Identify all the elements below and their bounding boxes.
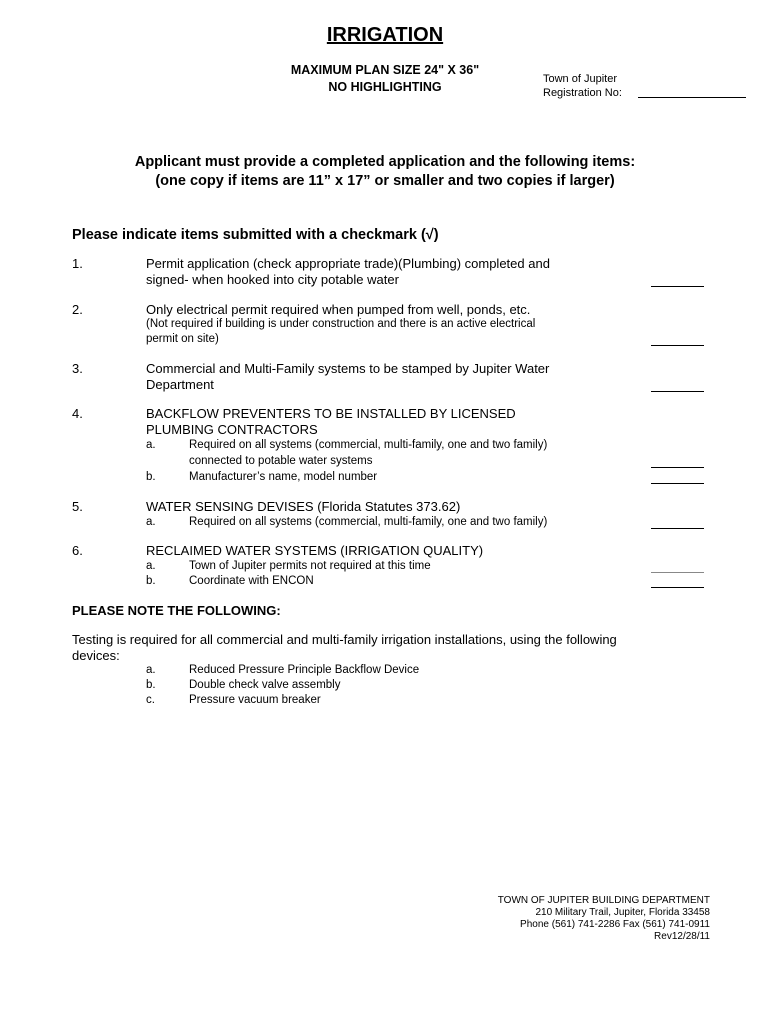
footer-address: 210 Military Trail, Jupiter, Florida 33458 bbox=[535, 907, 710, 918]
plan-size-note: MAXIMUM PLAN SIZE 24" X 36" bbox=[290, 63, 480, 77]
footer-phone: Phone (561) 741-2286 Fax (561) 741-0911 bbox=[520, 919, 710, 930]
sub-item-text: Manufacturer’s name, model number bbox=[189, 471, 378, 483]
item-number: 2. bbox=[72, 302, 83, 317]
item-number: 4. bbox=[72, 406, 83, 421]
item-text: PLUMBING CONTRACTORS bbox=[146, 422, 318, 437]
device-letter: b. bbox=[146, 679, 156, 691]
item-note: (Not required if building is under construction and there is an active electrical bbox=[146, 318, 536, 330]
item-number: 1. bbox=[72, 256, 83, 271]
checkmark-blank[interactable] bbox=[651, 467, 704, 468]
sub-item-letter: a. bbox=[146, 516, 156, 528]
note-heading: PLEASE NOTE THE FOLLOWING: bbox=[72, 603, 281, 618]
item-number: 6. bbox=[72, 543, 83, 558]
device-letter: a. bbox=[146, 664, 156, 676]
town-label: Town of Jupiter bbox=[543, 73, 617, 85]
device-item: Double check valve assembly bbox=[189, 679, 341, 691]
item-text: Commercial and Multi-Family systems to be stamped by Jupiter Water bbox=[146, 361, 550, 376]
item-text: Permit application (check appropriate trade)(Plumbing) completed and bbox=[146, 256, 550, 271]
sub-item-letter: b. bbox=[146, 471, 156, 483]
intro-line-2: (one copy if items are 11” x 17” or smaller and two copies if larger) bbox=[155, 173, 615, 189]
device-letter: c. bbox=[146, 694, 155, 706]
checkmark-blank[interactable] bbox=[651, 391, 704, 392]
testing-text: devices: bbox=[72, 648, 120, 663]
sub-item-text: Coordinate with ENCON bbox=[189, 575, 314, 587]
sub-item-text: Required on all systems (commercial, multi-family, one and two family) bbox=[189, 439, 548, 451]
highlighting-note: NO HIGHLIGHTING bbox=[328, 80, 442, 94]
checkmark-blank[interactable] bbox=[651, 483, 704, 484]
checkmark-blank[interactable] bbox=[651, 286, 704, 287]
item-note: permit on site) bbox=[146, 333, 219, 345]
device-item: Reduced Pressure Principle Backflow Device bbox=[189, 664, 420, 676]
registration-label: Registration No: bbox=[543, 87, 622, 99]
sub-item-letter: a. bbox=[146, 560, 156, 572]
sub-item-text: Town of Jupiter permits not required at this time bbox=[189, 560, 431, 572]
item-number: 5. bbox=[72, 499, 83, 514]
item-text: Department bbox=[146, 377, 214, 392]
sub-item-text: connected to potable water systems bbox=[189, 455, 373, 467]
sub-item-text: Required on all systems (commercial, multi-family, one and two family) bbox=[189, 516, 548, 528]
checkmark-blank[interactable] bbox=[651, 528, 704, 529]
page-title: IRRIGATION bbox=[326, 24, 444, 46]
testing-text: Testing is required for all commercial and multi-family irrigation installations, using the following bbox=[72, 632, 617, 647]
sub-item-letter: a. bbox=[146, 439, 156, 451]
checkmark-blank[interactable] bbox=[651, 345, 704, 346]
checklist-heading: Please indicate items submitted with a checkmark (√) bbox=[72, 227, 439, 243]
item-text: RECLAIMED WATER SYSTEMS (IRRIGATION QUALITY) bbox=[146, 543, 484, 558]
item-text: Only electrical permit required when pumped from well, ponds, etc. bbox=[146, 302, 531, 317]
checkmark-blank[interactable] bbox=[651, 587, 704, 588]
item-text: signed- when hooked into city potable water bbox=[146, 272, 399, 287]
footer-department: TOWN OF JUPITER BUILDING DEPARTMENT bbox=[497, 895, 710, 906]
item-text: BACKFLOW PREVENTERS TO BE INSTALLED BY LICENSED bbox=[146, 406, 516, 421]
registration-number-field[interactable] bbox=[638, 97, 746, 98]
checkmark-blank[interactable] bbox=[651, 572, 704, 573]
sub-item-letter: b. bbox=[146, 575, 156, 587]
item-text: WATER SENSING DEVISES (Florida Statutes 373.62) bbox=[146, 499, 461, 514]
item-number: 3. bbox=[72, 361, 83, 376]
intro-line-1: Applicant must provide a completed application and the following items: bbox=[134, 154, 636, 170]
device-item: Pressure vacuum breaker bbox=[189, 694, 321, 706]
footer-revision: Rev12/28/11 bbox=[654, 931, 710, 942]
